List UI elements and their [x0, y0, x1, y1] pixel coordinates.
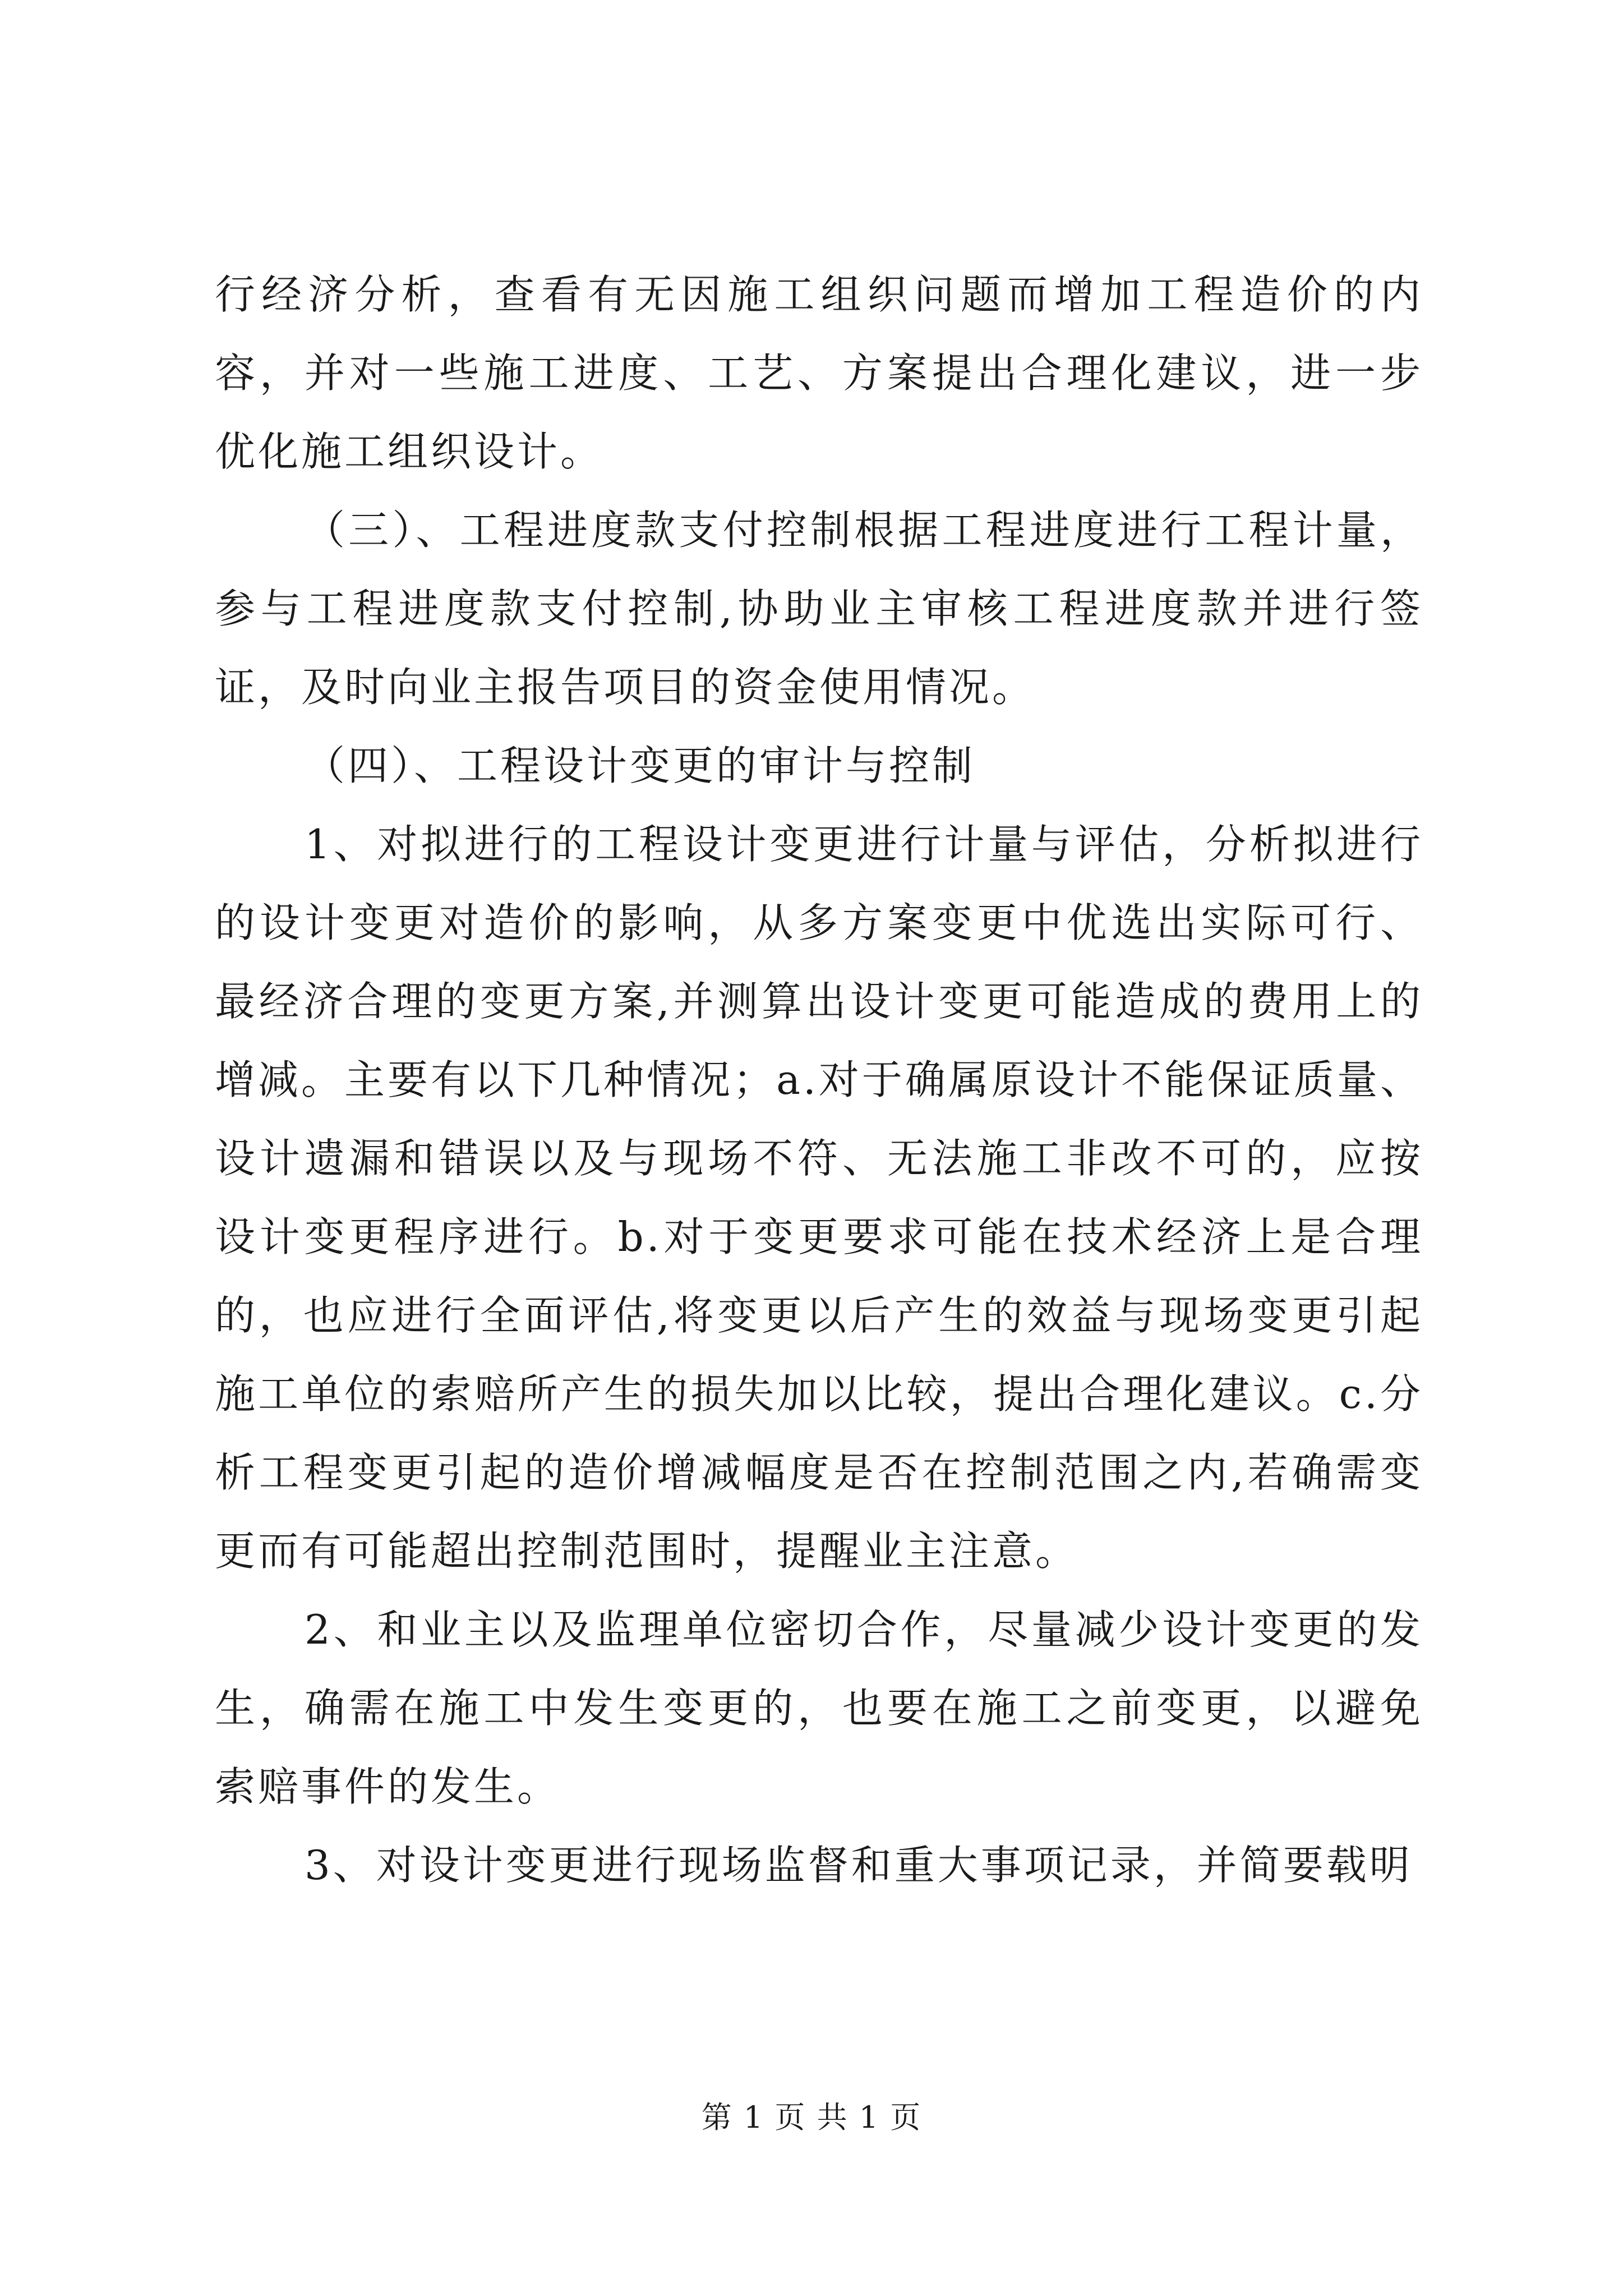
section-heading-four: （四）、工程设计变更的审计与控制 — [305, 742, 976, 789]
paragraph-item-1: 1、对拟进行的工程设计变更进行计量与评估，分析拟进行的设计变更对造价的影响，从多方案变更中优选出实际可行、最经济合理的变更方案,并测算出设计变更可能造成的费用上的增减。主要有以下几种情况；a.对于确属原设计不能保证质量、设计遗漏和错误以及与现场不符、无法施工非改不可的，应按设计变更程序进行。b.对于变更要求可能在技术经济上是合理的，也应进行全面评估,将变更以后产生的效益与现场变更引起施工单位的索赔所产生的损失加以比较，提出合理化建议。c.分析工程变更引起的造价增减幅度是否在控制范围之内,若确需变更而有可能超出控制范围时，提醒业主注意。 — [215, 821, 1423, 1575]
paragraph-item-3: 3、对设计变更进行现场监督和重大事项记录，并简要载明 — [305, 1842, 1413, 1889]
paragraph-section-three: （三）、工程进度款支付控制根据工程进度进行工程计量，参与工程进度款支付控制,协助业主审核工程进度款并进行签证，及时向业主报告项目的资金使用情况。 — [215, 507, 1423, 711]
page-number-footer: 第 1 页 共 1 页 — [701, 2100, 922, 2135]
document-body — [215, 255, 1423, 1904]
paragraph-item-2: 2、和业主以及监理单位密切合作，尽量减少设计变更的发生，确需在施工中发生变更的，也要在施工之前变更，以避免索赔事件的发生。 — [215, 1606, 1423, 1810]
paragraph-continuation: 行经济分析，查看有无因施工组织问题而增加工程造价的内容，并对一些施工进度、工艺、方案提出合理化建议，进一步优化施工组织设计。 — [215, 271, 1423, 475]
